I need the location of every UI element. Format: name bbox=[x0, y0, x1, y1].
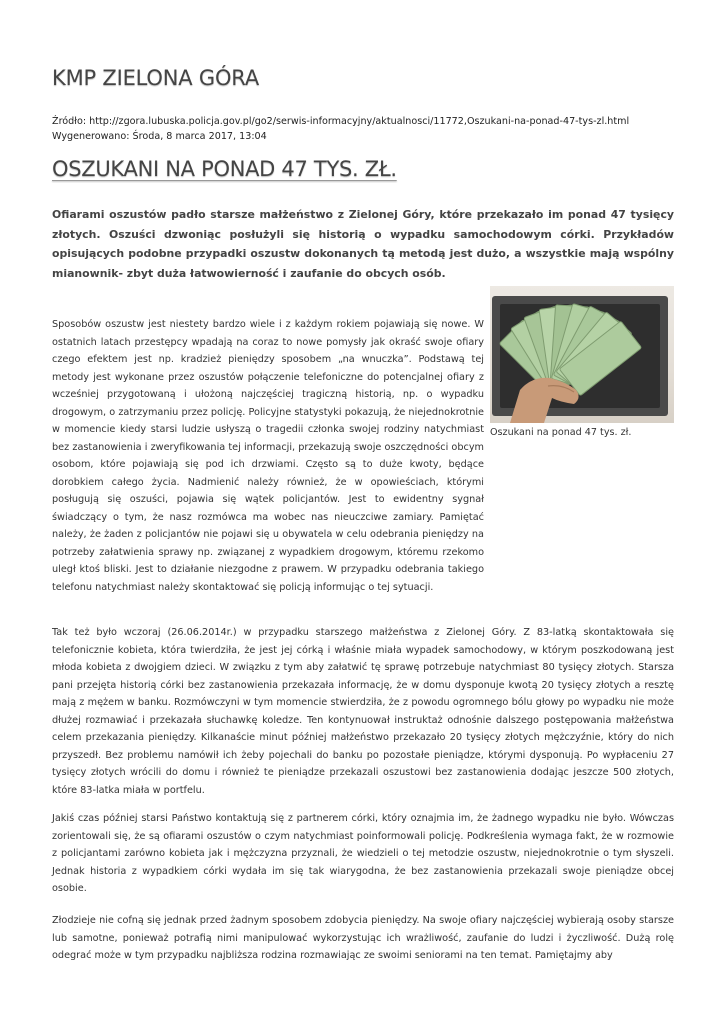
article-lead: Ofiarami oszustów padło starsze małżeństwo z Zielonej Góry, które przekazało im ponad 47 tysięcy złotych. Oszuści dzwoniąc posłużyli się historią o wypadku samochodowym córki. Przykładów opisujących podobne przypadki oszustw dokonanych tą metodą jest dużo, a wszystkie mają wspólny mianownik- zbyt duża łatwowierność i zaufanie do obcych osób. bbox=[52, 208, 674, 280]
money-photo-illustration bbox=[490, 286, 674, 423]
image-caption: Oszukani na ponad 47 tys. zł. bbox=[490, 427, 632, 438]
document-meta bbox=[52, 114, 629, 144]
article-title: OSZUKANI NA PONAD 47 TYS. ZŁ. bbox=[52, 157, 397, 181]
article-paragraph-2: Tak też było wczoraj (26.06.2014r.) w przypadku starszego małżeństwa z Zielonej Góry. Z 83-latką skontaktowała się telefonicznie kobieta, która twierdziła, że jest jej córką i właśnie miała wypadek samochodowy, w którym poszkodowaną jest młoda kobieta z dwojgiem dzieci. W związku z tym aby załatwić tę sprawę potrzebuje natychmiast 80 tysięcy złotych. Starsza pani przejęta historią córki bez zastanowienia przekazała informację, że w domu dysponuje kwotą 20 tysięcy złotych a resztę mają z mężem w banku. Rozmówczyni w tym momencie stwierdziła, że z powodu ogromnego bólu głowy po wypadku nie może dłużej rozmawiać i przekazała słuchawkę koledze. Ten kontynuował instruktaż odnośnie dalszego postępowania małżeństwa celem przekazania pieniędzy. Kilkanaście minut później małżeństwo przekazało 20 tysięcy złotych mężczyźnie, który do nich przyszedł. Bez problemu namówił ich żeby pojechali do banku po pozostałe pieniądze, którymi dysponują. Po wypłaceniu 27 tysięcy złotych wrócili do domu i również te pieniądze przekazali oszustowi bez zastanowienia dodając jeszcze 500 złotych, które 83-latka miała w portfelu. bbox=[52, 627, 674, 796]
article-figure bbox=[490, 286, 674, 439]
source-line: Źródło: http://zgora.lubuska.policja.gov.pl/go2/serwis-informacyjny/aktualnosci/11772,Oszukani-na-ponad-47-tys-zl.html bbox=[52, 116, 630, 127]
money-photo bbox=[490, 286, 674, 423]
article-paragraph-intro: Sposobów oszustw jest niestety bardzo wiele i z każdym rokiem pojawiają się nowe. W ostatnich latach przestępcy wpadają na coraz to nowe pomysły jak okraść swoje ofiary czego efektem jest np. kradzież pieniędzy sposobem „na wnuczka”. Podstawą tej metody jest wykonane przez oszustów połączenie telefoniczne do potencjalnej ofiary z wcześniej przygotowaną i ułożoną najczęściej tragiczną historią, np. o wypadku drogowym, o zatrzymaniu przez policję. Policyjne statystyki pokazują, że niejednokrotnie w momencie kiedy starsi ludzie usłyszą o tragedii członka swojej rodziny natychmiast bez zastanowienia i zweryfikowania tej informacji, przekazują swoje oszczędności obcym osobom, które pojawiają się pod ich drzwiami. Często są to duże kwoty, będące dorobkiem całego życia. Nadmienić należy również, że w opowieściach, którymi posługują się oszuści, pojawia się wątek policjantów. Jest to ewidentny sygnał świadczący o tym, że nasz rozmówca ma wobec nas nieuczciwe zamiary. Pamiętać należy, że żaden z policjantów nie pojawi się u obywatela w celu odebrania pieniędzy na potrzeby załatwienia sprawy np. związanej z wypadkiem drogowym, któremu rzekomo uległ ktoś bliski. Jest to działanie niezgodne z prawem. W przypadku odebrania takiego telefonu natychmiast należy skontaktować się policją informując o tej sytuacji. bbox=[52, 319, 484, 593]
generated-line: Wygenerowano: Środa, 8 marca 2017, 13:04 bbox=[52, 131, 267, 142]
site-title: KMP ZIELONA GÓRA bbox=[52, 66, 260, 90]
article-paragraph-4: Złodzieje nie cofną się jednak przed żadnym sposobem zdobycia pieniędzy. Na swoje ofiary najczęściej wybierają osoby starsze lub samotne, ponieważ potrafią nimi manipulować wykorzystując ich wrażliwość, zaufanie do ludzi i życzliwość. Dużą rolę odegrać może w tym przypadku najbliższa rodzina rozmawiając ze swoimi seniorami na ten temat. Pamiętajmy aby bbox=[52, 915, 674, 961]
article-paragraph-3: Jakiś czas później starsi Państwo kontaktują się z partnerem córki, który oznajmia im, że żadnego wypadku nie było. Wówczas zorientowali się, że są ofiarami oszustów o czym natychmiast poinformowali policję. Podkreślenia wymaga fakt, że w rozmowie z policjantami zarówno kobieta jak i mężczyzna przyznali, że wiedzieli o tej metodzie oszustw, niejednokrotnie o tym słyszeli. Jednak historia z wypadkiem córki wydała im się tak wiarygodna, że bez zastanowienia przekazali swoje pieniądze obcej osobie. bbox=[52, 813, 674, 894]
